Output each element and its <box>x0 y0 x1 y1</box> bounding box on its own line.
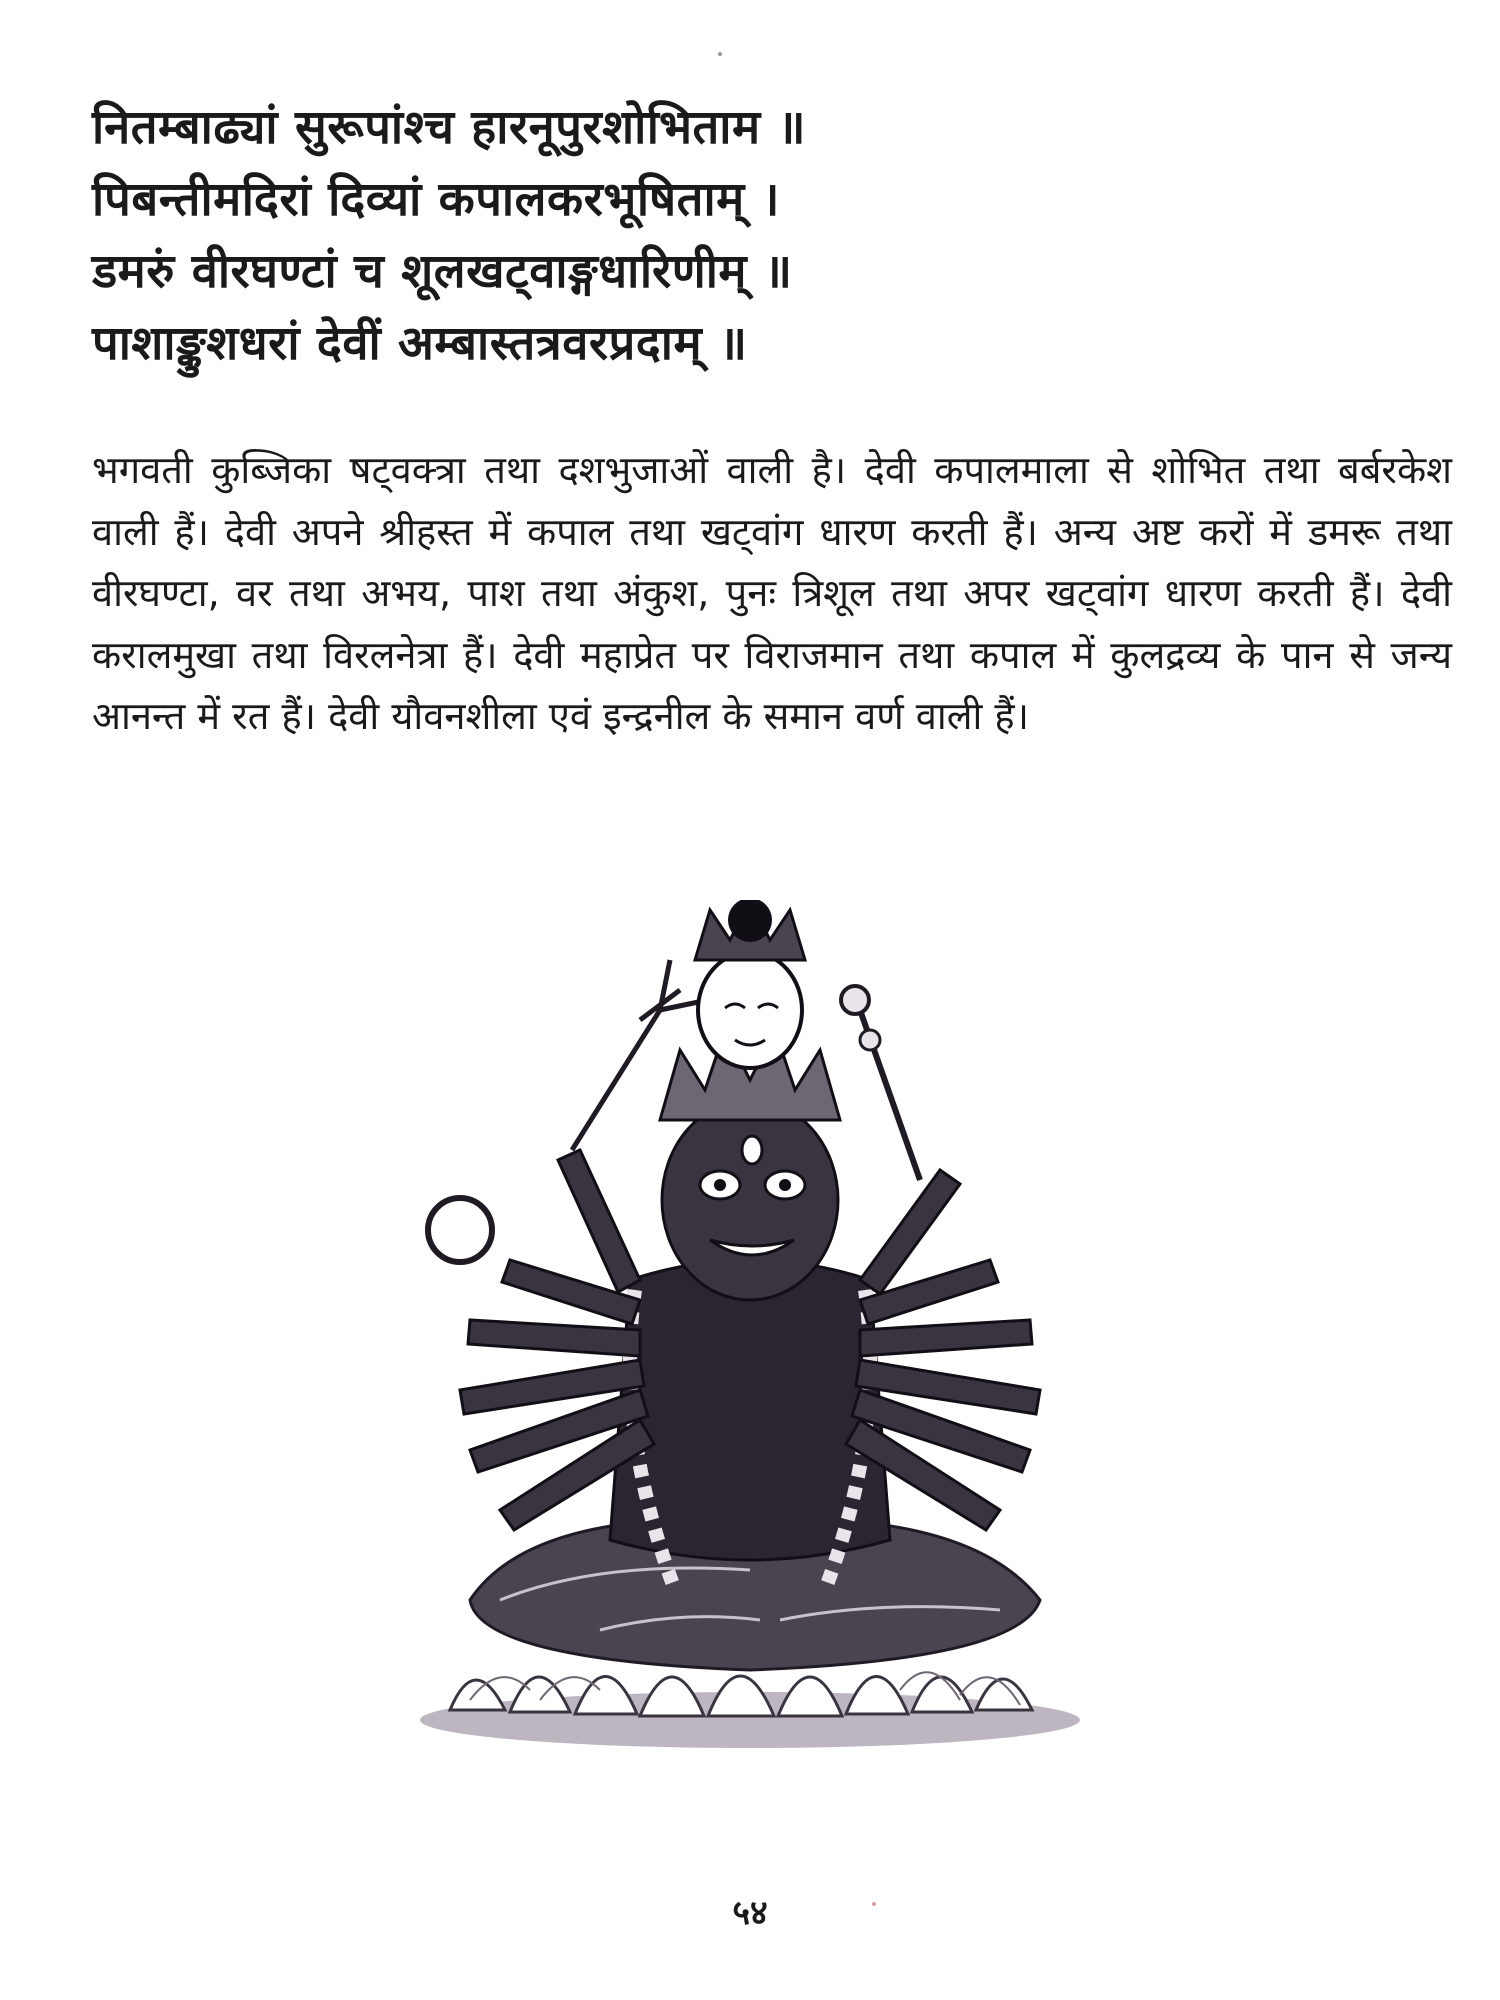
ring-icon <box>428 1198 492 1262</box>
deity-illustration <box>300 900 1200 1760</box>
upper-face <box>698 952 802 1068</box>
verse-line: पिबन्तीमदिरां दिव्यां कपालकरभूषिताम् । <box>92 172 780 227</box>
description-paragraph: भगवती कुब्जिका षट्वक्त्रा तथा दशभुजाओं वाली है। देवी कपालमाला से शोभित तथा बर्बरकेश वाली हैं। देवी अपने श्रीहस्त में कपाल तथा खट्वांग धारण करती हैं। अन्य अष्ट करों में डमरू तथा वीरघण्टा, वर तथा अभय, पाश तथा अंकुश, पुनः त्रिशूल तथा अपर खट्वांग धारण करती हैं। देवी करालमुखा तथा विरलनेत्रा हैं। देवी महाप्रेत पर विराजमान तथा कपाल में कुलद्रव्य के पान से जन्य आनन्त में रत हैं। देवी यौवनशीला एवं इन्द्रनील के समान वर्ण वाली हैं। <box>92 448 1452 738</box>
kubjika-figure <box>300 900 1200 1760</box>
khatvanga-icon <box>841 986 920 1180</box>
page-number: ५४ <box>732 1893 768 1933</box>
verse-line: पाशाङ्कुशधरां देवीं अम्बास्तत्रवरप्रदाम् ॥ <box>92 316 748 371</box>
print-speck <box>718 52 722 56</box>
sanskrit-verses <box>92 92 1432 380</box>
verse-line: नितम्बाढ्यां सुरूपांश्च हारनूपुरशोभिताम ॥ <box>92 100 807 155</box>
head-shape <box>662 1100 838 1300</box>
print-speck <box>872 1902 876 1906</box>
verse-line: डमरुं वीरघण्टां च शूलखट्वाङ्गधारिणीम् ॥ <box>92 244 793 299</box>
lotus-base <box>420 1672 1080 1748</box>
